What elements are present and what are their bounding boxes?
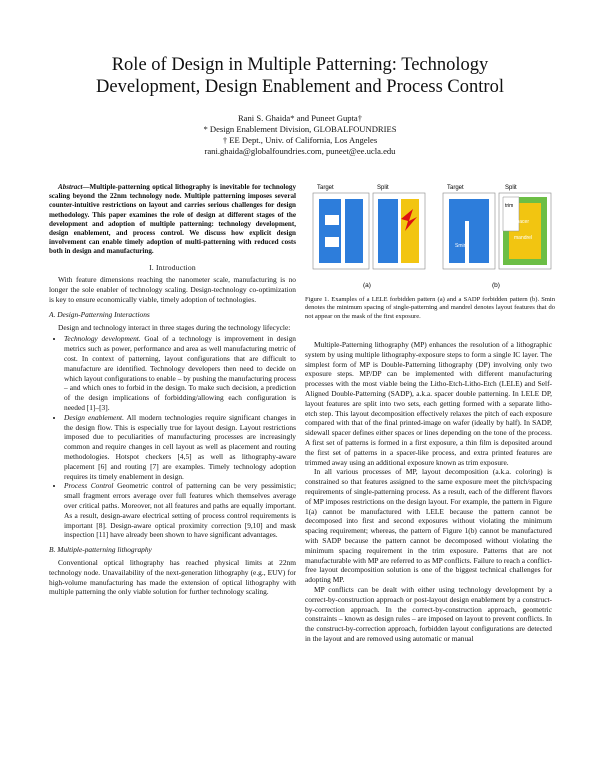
split-label-a: Split xyxy=(377,185,389,191)
panel-b-split xyxy=(499,185,551,269)
paper-title xyxy=(40,54,560,98)
affiliation-2: † EE Dept., Univ. of California, Los Angeles xyxy=(222,135,378,145)
author-emails: rani.ghaida@globalfoundries.com, puneet@ee.ucla.edu xyxy=(204,146,396,156)
target-label-a: Target xyxy=(317,185,334,191)
mp-paragraph-3: MP conflicts can be dealt with either using technology development by a correct-by-construction approach or post-layout design enablement by a construct-by-correction approach. In the correct-by-construction approach, geometric constraints – known as design rules – are imposed on layout to prevent conflicts. In the construct-by-correction approach, forbidden layout configurations are detected in the layout and are removed using automatic or manual xyxy=(305,584,552,643)
subsection-b-paragraph: Conventional optical lithography has reached physical limits at 22nm technology node. Unavailability of the next-generation lithography (e.g., EUV) for high-volume manufacturing has made the extension of optical lithography with multiple patterning the only viable solution for further technology scaling. xyxy=(49,557,296,597)
author-names: Rani S. Ghaida* and Puneet Gupta† xyxy=(237,113,363,123)
smin-label-b: Smin xyxy=(455,243,467,249)
lifecycle-list xyxy=(49,334,296,540)
subsection-heading-a: A. Design-Patterning Interactions xyxy=(49,309,150,319)
abstract xyxy=(49,183,296,257)
mandrel-label: mandrel xyxy=(514,235,533,241)
figure-1-caption: Figure 1. Examples of a LELE forbidden pattern (a) and a SADP forbidden pattern (b). Smin denotes the minimum spacing of single-patterning and mandrel denotes layout features that do not appear on the mask of the first exposure. xyxy=(305,296,555,320)
shape-b-target xyxy=(449,199,489,263)
list-item-text: Goal of a technology is improvement in design metrics such as power, performance and area as well manufacturing metric of cost. In context of patterning, layout configurations that are difficult to manufacture are identified. Technology developers then need to decide on which layout configurations to enable – by pushing the manufacturing process – and which ones to forbid in the design. To make such decision, a prediction of the design implications of forbidding/allowing each configuration is needed [1]–[3]. xyxy=(64,334,297,412)
subsection-a-paragraph: Design and technology interact in three stages during the technology lifecycle: xyxy=(58,322,291,332)
section-heading-introduction: I. Introduction xyxy=(149,262,196,272)
list-item-text: All modern technologies require significant changes in the design flow. This is especially true for layout design. Layout restrictions imposed due to peculiarities of manufacturing processes are increasingly common and require changes in cell layout as well as placement and routing methodologies. Hotspot checkers [4,5] as well as lithography-aware placement [6] and routing [7] are examples. Timely technology adoption requires its timely enablement in design. xyxy=(64,412,297,481)
shape-a-split-blue xyxy=(378,199,398,263)
title-line-2: Development, Design Enablement and Process Control xyxy=(96,77,504,97)
panel-a-label: (a) xyxy=(363,282,371,289)
shape-a-target-right xyxy=(345,199,363,263)
mp-paragraph-1: Multiple-Patterning lithography (MP) enhances the resolution of a lithographic system by using multiple lithography-exposure steps to form a single IC layer. The simplest form of MP is Double-Patterning lithography (DP) involving only two exposure steps. MP/DP can be implemented with different manufacturing processes with the most viable being the Litho-Etch-Litho-Etch (LELE) and Self-Aligned Double-Patterning (SADP), a.k.a. spacer double patterning. In LELE DP, layout features are split into two sets, each getting formed with a separate litho-etch step. This layout decomposition effectively relaxes the pitch of each exposure compared with that of the final printed-image on wafer (ideally by half). In SADP, sidewall spacer defines either spaces or lines depending on the tone of the process. A first set of patterns is formed in a first exposure, a thin film is deposited around the first set of patterns in a spacer-like process, and extra printed features are trimmed away using an additional exposure known as trim exposure. xyxy=(305,340,552,467)
abstract-label: Abstract xyxy=(58,183,83,191)
abstract-text: —Multiple-patterning optical lithography is inevitable for technology scaling beyond the 22nm technology node. Multiple patterning imposes several counter-intuitive restrictions on layout and carries serious challenges for design methodology. This paper examines the role of design at different stages of the development and adoption of multiple patterning: technology development, design enablement, and process control. We discuss how explicit design involvement can enable timely adoption of multi-patterning with reduced costs both in design and manufacturing. xyxy=(49,183,296,256)
list-item-head: Technology development. xyxy=(64,334,141,344)
right-column xyxy=(305,340,552,644)
intro-paragraph: With feature dimensions reaching the nanometer scale, manufacturing is no longer the sole enabler of technology scaling. Design-technology co-optimization is key to ensure economically viable, timely adoption of technologies. xyxy=(49,275,296,305)
title-line-1: Role of Design in Multiple Patterning: Technology xyxy=(111,55,489,75)
author-block xyxy=(100,113,500,157)
list-item xyxy=(64,481,296,540)
panel-b-label: (b) xyxy=(492,282,500,289)
shape-a-split-yellow xyxy=(401,199,419,263)
figure-1-graphic xyxy=(305,181,555,293)
list-item xyxy=(64,334,296,412)
left-column xyxy=(49,183,296,597)
spacer-label: spacer xyxy=(514,219,530,225)
smin-label-a2: Smin xyxy=(326,241,338,247)
target-label-b: Target xyxy=(447,185,464,191)
list-item-text: Geometric control of patterning can be very pessimistic; small fragment errors average over full features which themselves average over critical paths. Moreover, not all features and paths are equally important. As a result, design-aware electrical setting of process control requirements is important [8]. Design-aware optical proximity correction [9,10] and mask inspection [11] have already been shown to have significant advantages. xyxy=(64,481,296,540)
trim-label: trim xyxy=(505,203,514,209)
smin-label-a1: Smin xyxy=(326,219,338,225)
affiliation-1: * Design Enablement Division, GLOBALFOUNDRIES xyxy=(203,124,397,134)
list-item-head: Design enablement. xyxy=(64,412,124,422)
shape-a-target-left xyxy=(319,199,341,263)
list-item xyxy=(64,413,296,482)
list-item-head: Process Control xyxy=(64,481,114,491)
split-label-b: Split xyxy=(505,185,517,191)
panel-b-target xyxy=(443,185,495,269)
panel-a-target xyxy=(313,185,369,269)
panel-a-split xyxy=(373,185,425,269)
subsection-heading-b: B. Multiple-patterning lithography xyxy=(49,545,152,555)
mp-paragraph-2: In all various processes of MP, layout decomposition (a.k.a. coloring) is constrained so that features assigned to the same exposure meet the pitch/spacing requirements of single-patterning process. As a result, each of the different flavors of MP imposes restrictions on the design layout. For example, the pattern in Figure 1(a) cannot be manufactured with LELE because the pattern cannot be decomposed into first and second exposures without violating the minimum spacing requirement; whereas, the pattern of Figure 1(b) cannot be manufactured with SADP because the pattern cannot be decomposed without violating the minimum spacing requirement in the trim exposure. Patterns that are not manufacturable with MP are referred to as MP conflicts. Failure to reach a conflict-free layout decomposition solution is one of the biggest technical challenges for adopting MP. xyxy=(305,467,552,585)
